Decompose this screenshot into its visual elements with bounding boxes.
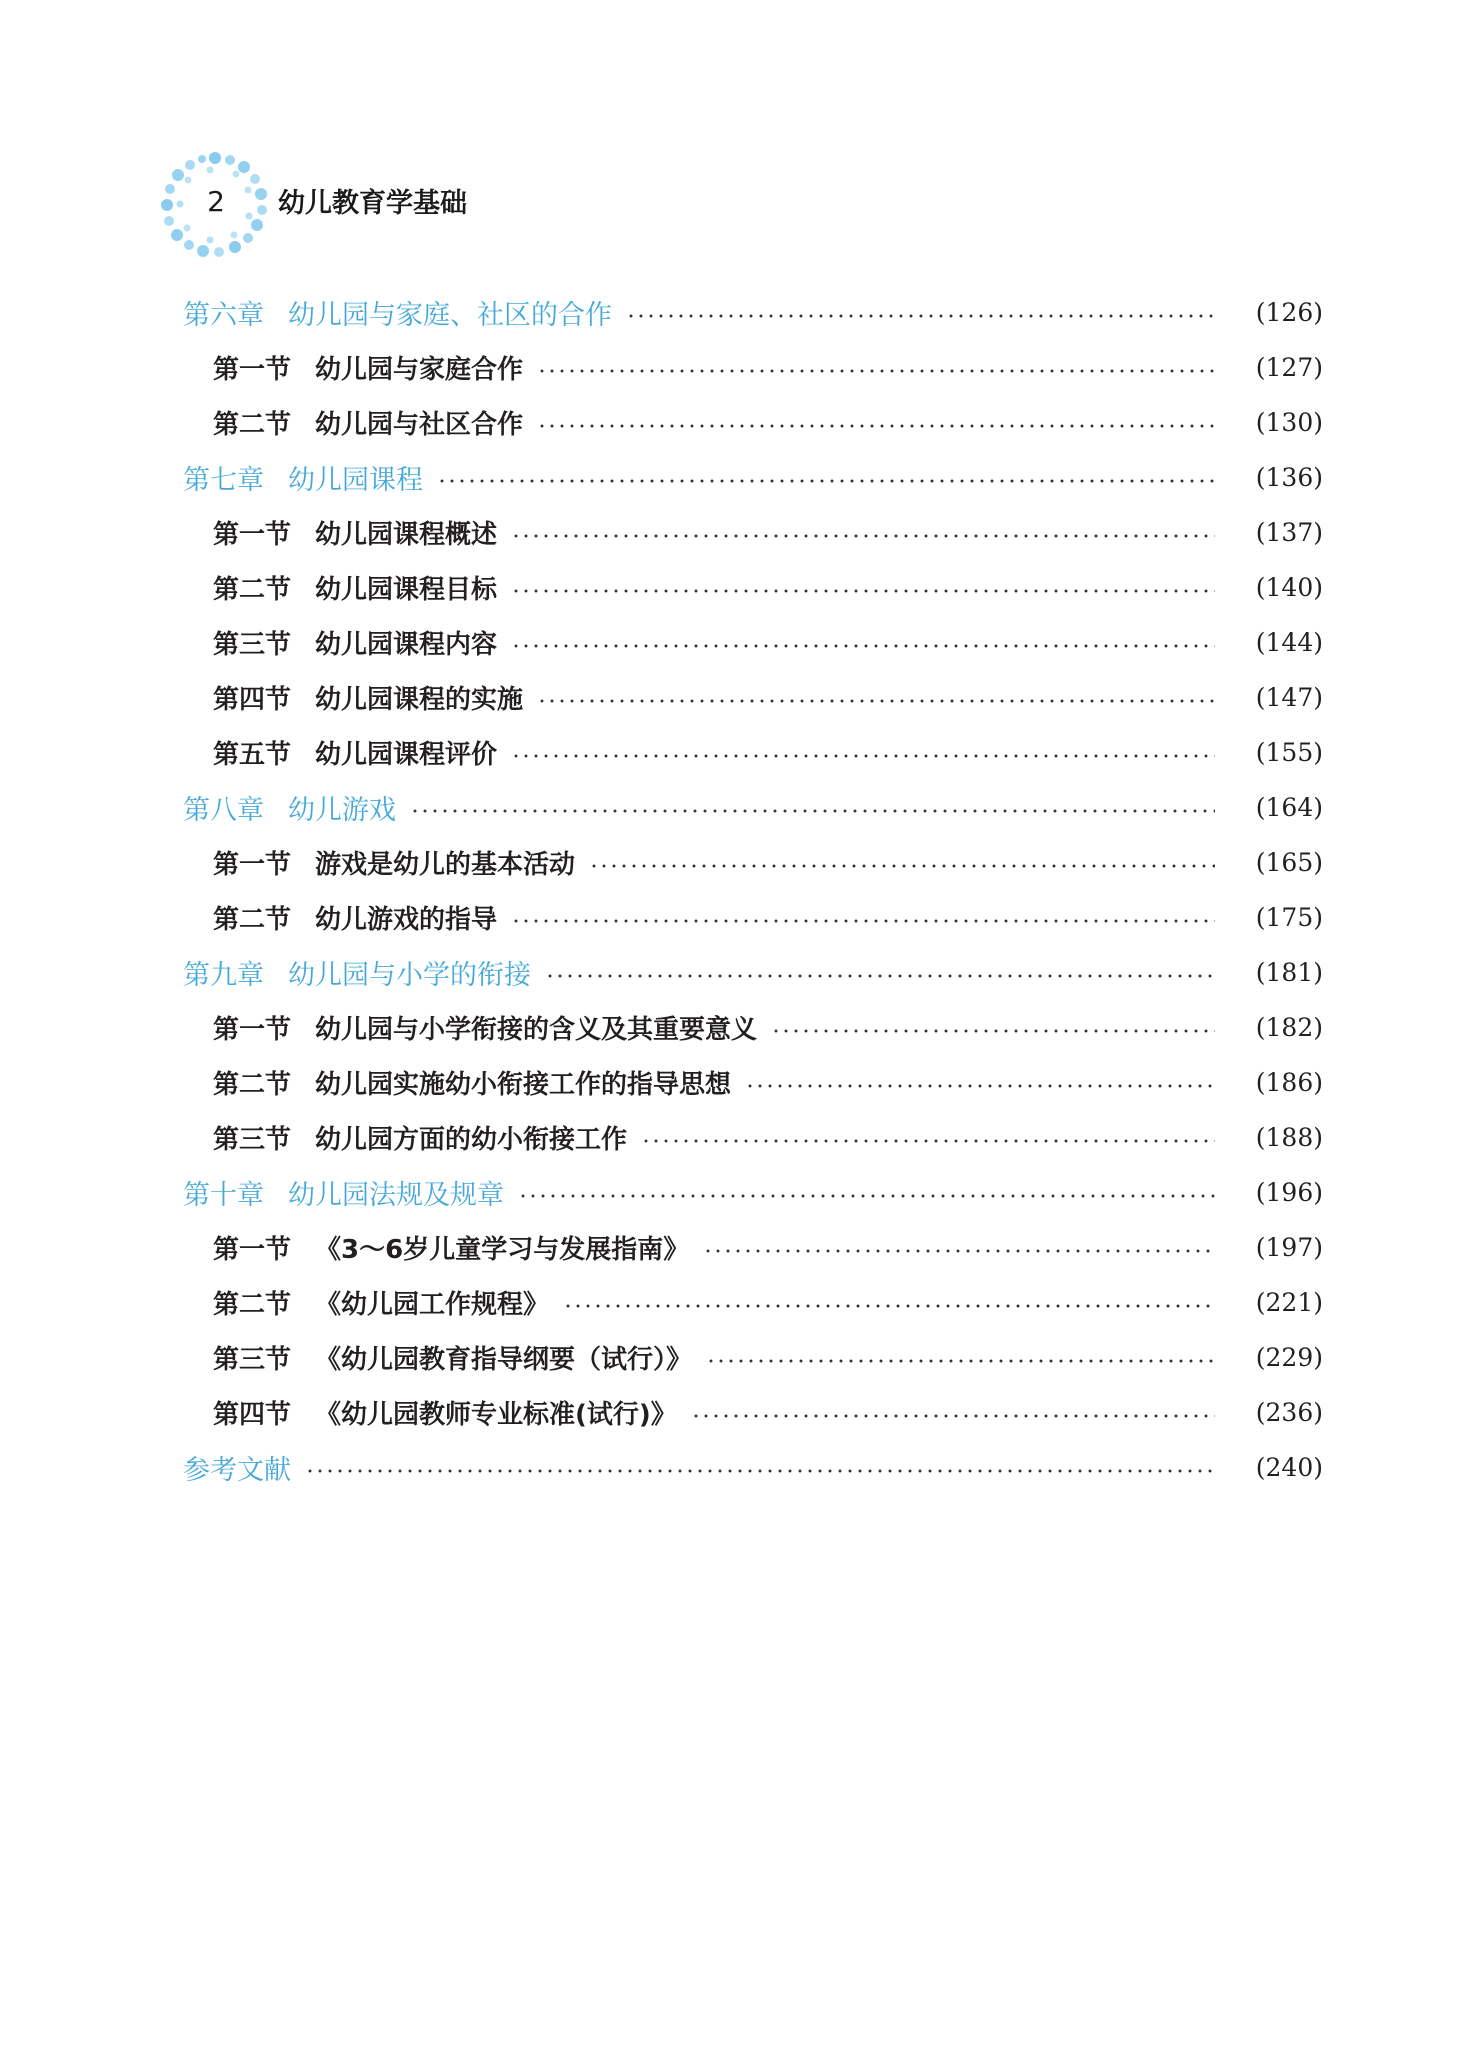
dot-leader [706,1359,1215,1363]
toc-entry-number: 第六章 [183,300,264,331]
toc-entry-number: 第三节 [213,1125,292,1155]
dot-leader [703,1249,1215,1253]
toc-entry-number: 第二节 [213,575,292,605]
toc-entry-title: 《3～6岁儿童学习与发展指南》 [315,1235,690,1265]
toc-chapter-entry[interactable] [183,1165,1323,1220]
toc-page-number: (137) [1255,518,1323,547]
toc-page-number: (127) [1255,353,1323,382]
toc-page-number: (221) [1255,1288,1323,1317]
toc-entry-label [183,788,396,827]
toc-chapter-entry[interactable] [183,285,1323,340]
toc-section-entry[interactable] [183,890,1323,945]
toc-section-entry[interactable] [183,725,1323,780]
toc-entry-number: 第十章 [183,1180,264,1211]
toc-entry-number: 第七章 [183,465,264,496]
toc-entry-label [213,1009,757,1046]
toc-entry-title: 幼儿园课程评价 [315,740,498,770]
toc-entry-number: 第四节 [213,1400,292,1430]
toc-page-number: (144) [1255,628,1323,657]
toc-entry-number: 第二节 [213,905,292,935]
toc-entry-label [213,1339,692,1376]
toc-entry-number: 第四节 [213,685,292,715]
toc-entry-label [183,1173,504,1212]
toc-entry-label [213,1119,627,1156]
toc-entry-label [183,953,531,992]
toc-entry-title: 幼儿园课程内容 [315,630,498,660]
toc-page-number: (197) [1255,1233,1323,1262]
toc-entry-label [183,293,612,332]
toc-entry-title: 《幼儿园教师专业标准(试行)》 [315,1400,677,1430]
toc-page-number: (240) [1255,1453,1323,1482]
toc-entry-label [213,679,523,716]
toc-entry-label [213,1064,731,1101]
toc-entry-number: 第一节 [213,520,292,550]
toc-section-entry[interactable] [183,505,1323,560]
toc-section-entry[interactable] [183,395,1323,450]
toc-entry-title: 参考文献 [183,1455,291,1486]
toc-chapter-entry[interactable] [183,945,1323,1000]
toc-entry-label [213,569,497,606]
toc-section-entry[interactable] [183,1275,1323,1330]
toc-section-entry[interactable] [183,1110,1323,1165]
dot-leader [691,1414,1215,1418]
toc-page-number: (196) [1255,1178,1323,1207]
toc-page-number: (140) [1255,573,1323,602]
toc-page-number: (186) [1255,1068,1323,1097]
toc-entry-label [213,1394,677,1431]
toc-chapter-entry[interactable] [183,1440,1323,1495]
page-number: 2 [207,185,225,218]
toc-entry-label [213,844,575,881]
toc-entry-number: 第一节 [213,355,292,385]
toc-section-entry[interactable] [183,670,1323,725]
dot-leader [545,974,1215,978]
toc-entry-title: 幼儿园课程目标 [315,575,498,605]
toc-entry-title: 幼儿游戏 [288,795,396,826]
toc-chapter-entry[interactable] [183,450,1323,505]
dot-leader [626,314,1215,318]
toc-entry-label [213,514,497,551]
toc-entry-label [213,1229,689,1266]
toc-page-number: (181) [1255,958,1323,987]
dot-leader [771,1029,1215,1033]
toc-page-number: (155) [1255,738,1323,767]
dot-leader [511,754,1215,758]
toc-entry-number: 第八章 [183,795,264,826]
toc-section-entry[interactable] [183,1330,1323,1385]
dot-leader [410,809,1215,813]
toc-section-entry[interactable] [183,1000,1323,1055]
toc-section-entry[interactable] [183,1220,1323,1275]
toc-page-number: (175) [1255,903,1323,932]
toc-section-entry[interactable] [183,340,1323,395]
toc-entry-number: 第三节 [213,1345,292,1375]
toc-entry-title: 幼儿园与家庭、社区的合作 [288,300,612,331]
toc-page-number: (182) [1255,1013,1323,1042]
toc-entry-title: 幼儿园实施幼小衔接工作的指导思想 [315,1070,732,1100]
toc-entry-number: 第三节 [213,630,292,660]
toc-section-entry[interactable] [183,1385,1323,1440]
toc-entry-title: 幼儿园课程概述 [315,520,498,550]
toc-entry-title: 幼儿园课程的实施 [315,685,524,715]
toc-entry-label [183,458,423,497]
toc-entry-number: 第一节 [213,850,292,880]
toc-entry-label [213,349,523,386]
toc-entry-label [213,624,497,661]
dot-leader [511,534,1215,538]
toc-entry-title: 幼儿游戏的指导 [315,905,498,935]
dot-leader [537,699,1215,703]
toc-chapter-entry[interactable] [183,780,1323,835]
toc-page-number: (164) [1255,793,1323,822]
toc-page-number: (136) [1255,463,1323,492]
toc-entry-number: 第五节 [213,740,292,770]
dot-leader [537,369,1215,373]
toc-entry-number: 第二节 [213,1290,292,1320]
toc-entry-label [213,734,497,771]
toc-entry-title: 幼儿园课程 [288,465,423,496]
toc-entry-number: 第一节 [213,1015,292,1045]
toc-entry-title: 游戏是幼儿的基本活动 [315,850,576,880]
toc-page-number: (147) [1255,683,1323,712]
toc-entry-title: 幼儿园方面的幼小衔接工作 [315,1125,628,1155]
toc-entry-title: 《幼儿园工作规程》 [315,1290,550,1320]
dot-leader [537,424,1215,428]
toc-entry-title: 幼儿园与小学衔接的含义及其重要意义 [315,1015,758,1045]
toc-section-entry[interactable] [183,835,1323,890]
toc-entry-label [183,1448,291,1487]
dot-leader [511,589,1215,593]
toc-entry-number: 第一节 [213,1235,292,1265]
toc-entry-title: 幼儿园法规及规章 [288,1180,504,1211]
page-header [160,150,660,260]
dot-leader [511,919,1215,923]
toc-entry-label [213,1284,549,1321]
toc-page-number: (165) [1255,848,1323,877]
dot-leader [641,1139,1215,1143]
toc-page-number: (126) [1255,298,1323,327]
dot-leader [589,864,1215,868]
dot-leader [518,1194,1215,1198]
toc-entry-title: 幼儿园与家庭合作 [315,355,524,385]
toc-page-number: (188) [1255,1123,1323,1152]
dot-leader [305,1469,1215,1473]
toc-entry-label [213,899,497,936]
dot-leader [511,644,1215,648]
toc-entry-number: 第二节 [213,410,292,440]
toc-entry-number: 第二节 [213,1070,292,1100]
toc-entry-title: 《幼儿园教育指导纲要（试行）》 [315,1345,693,1375]
toc-page-number: (130) [1255,408,1323,437]
toc-entry-number: 第九章 [183,960,264,991]
book-title: 幼儿教育学基础 [278,188,467,219]
toc-entry-title: 幼儿园与小学的衔接 [288,960,531,991]
toc-section-entry[interactable] [183,1055,1323,1110]
dot-leader [563,1304,1215,1308]
toc-entry-title: 幼儿园与社区合作 [315,410,524,440]
toc-page-number: (236) [1255,1398,1323,1427]
toc-section-entry[interactable] [183,615,1323,670]
toc-page-number: (229) [1255,1343,1323,1372]
table-of-contents [183,285,1323,1495]
toc-entry-label [213,404,523,441]
dot-leader [745,1084,1215,1088]
dot-leader [437,479,1215,483]
toc-section-entry[interactable] [183,560,1323,615]
